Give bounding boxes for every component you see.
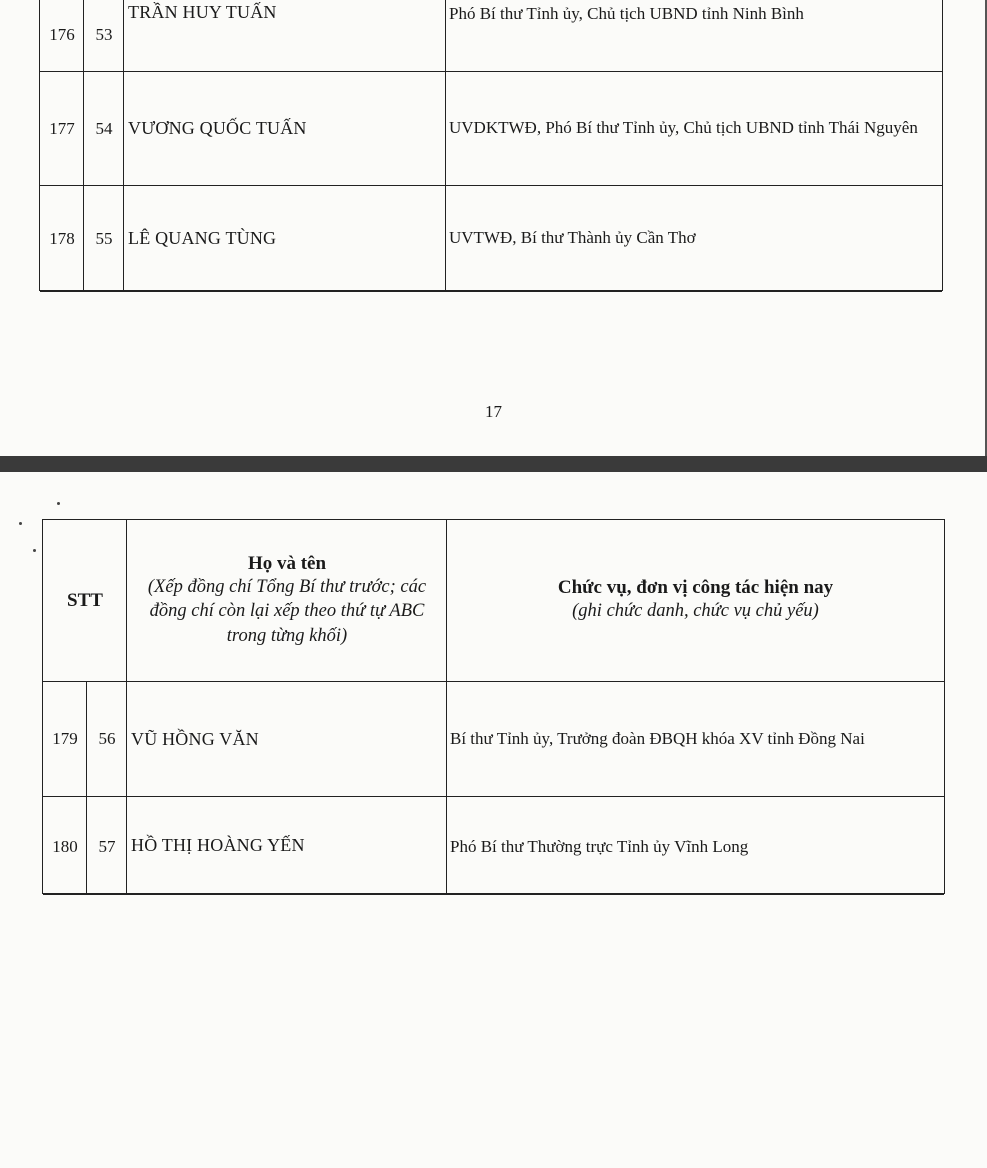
table-row (43, 797, 944, 895)
column-divider (445, 0, 446, 290)
position-header (447, 520, 944, 681)
scan-speck (57, 502, 60, 505)
stt-cell: 180 (52, 837, 78, 856)
position-cell: UVDKTWĐ, Phó Bí thư Tỉnh ủy, Chủ tịch UBND tỉnh Thái Nguyên (449, 118, 918, 138)
position-cell: UVTWĐ, Bí thư Thành ủy Cần Thơ (449, 228, 696, 248)
sub-stt-cell: 57 (98, 837, 116, 856)
table-row (40, 72, 942, 186)
position-cell: Phó Bí thư Tỉnh ủy, Chủ tịch UBND tỉnh Ninh Bình (449, 4, 804, 23)
scan-speck (19, 522, 22, 525)
document-page-18 (0, 472, 987, 1168)
sub-stt-cell: 56 (98, 729, 116, 748)
officials-table (42, 519, 945, 894)
position-cell: Phó Bí thư Thường trực Tỉnh ủy Vĩnh Long (450, 837, 749, 856)
document-page-17 (0, 0, 987, 456)
table-header (43, 520, 944, 682)
name-cell: HỒ THỊ HOÀNG YẾN (131, 835, 305, 855)
stt-cell: 179 (52, 729, 78, 748)
column-divider (86, 682, 87, 893)
table-row (43, 682, 944, 797)
scan-speck (33, 549, 36, 552)
sub-stt-cell: 53 (95, 25, 113, 44)
sub-stt-cell: 54 (95, 118, 113, 138)
position-cell: Bí thư Tỉnh ủy, Trưởng đoàn ĐBQH khóa XV tỉnh Đồng Nai (450, 728, 865, 748)
position-header-note: (ghi chức danh, chức vụ chủ yếu) (572, 601, 819, 622)
name-cell: VŨ HỒNG VĂN (131, 728, 259, 749)
name-header-title: Họ và tên (247, 553, 327, 575)
table-row (40, 0, 942, 72)
column-divider (446, 520, 447, 893)
name-header-note: (Xếp đồng chí Tổng Bí thư trước; các đồng chí còn lại xếp theo thứ tự ABC trong từng khối) (147, 577, 427, 646)
stt-header-label: STT (67, 589, 103, 611)
stt-cell: 176 (49, 25, 75, 44)
sub-stt-cell: 55 (95, 228, 113, 248)
name-cell: LÊ QUANG TÙNG (128, 228, 277, 248)
table-row (40, 186, 942, 292)
name-cell: TRẦN HUY TUẤN (128, 2, 277, 22)
column-divider (83, 0, 84, 290)
officials-table (39, 0, 943, 291)
stt-cell: 178 (49, 228, 75, 248)
name-header (127, 520, 447, 681)
stt-cell: 177 (49, 118, 75, 138)
column-divider (123, 0, 124, 290)
stt-header (43, 520, 127, 681)
page-number: 17 (485, 402, 502, 421)
name-cell: VƯƠNG QUỐC TUẤN (128, 118, 307, 138)
position-header-title: Chức vụ, đơn vị công tác hiện nay (557, 577, 834, 599)
column-divider (126, 520, 127, 893)
